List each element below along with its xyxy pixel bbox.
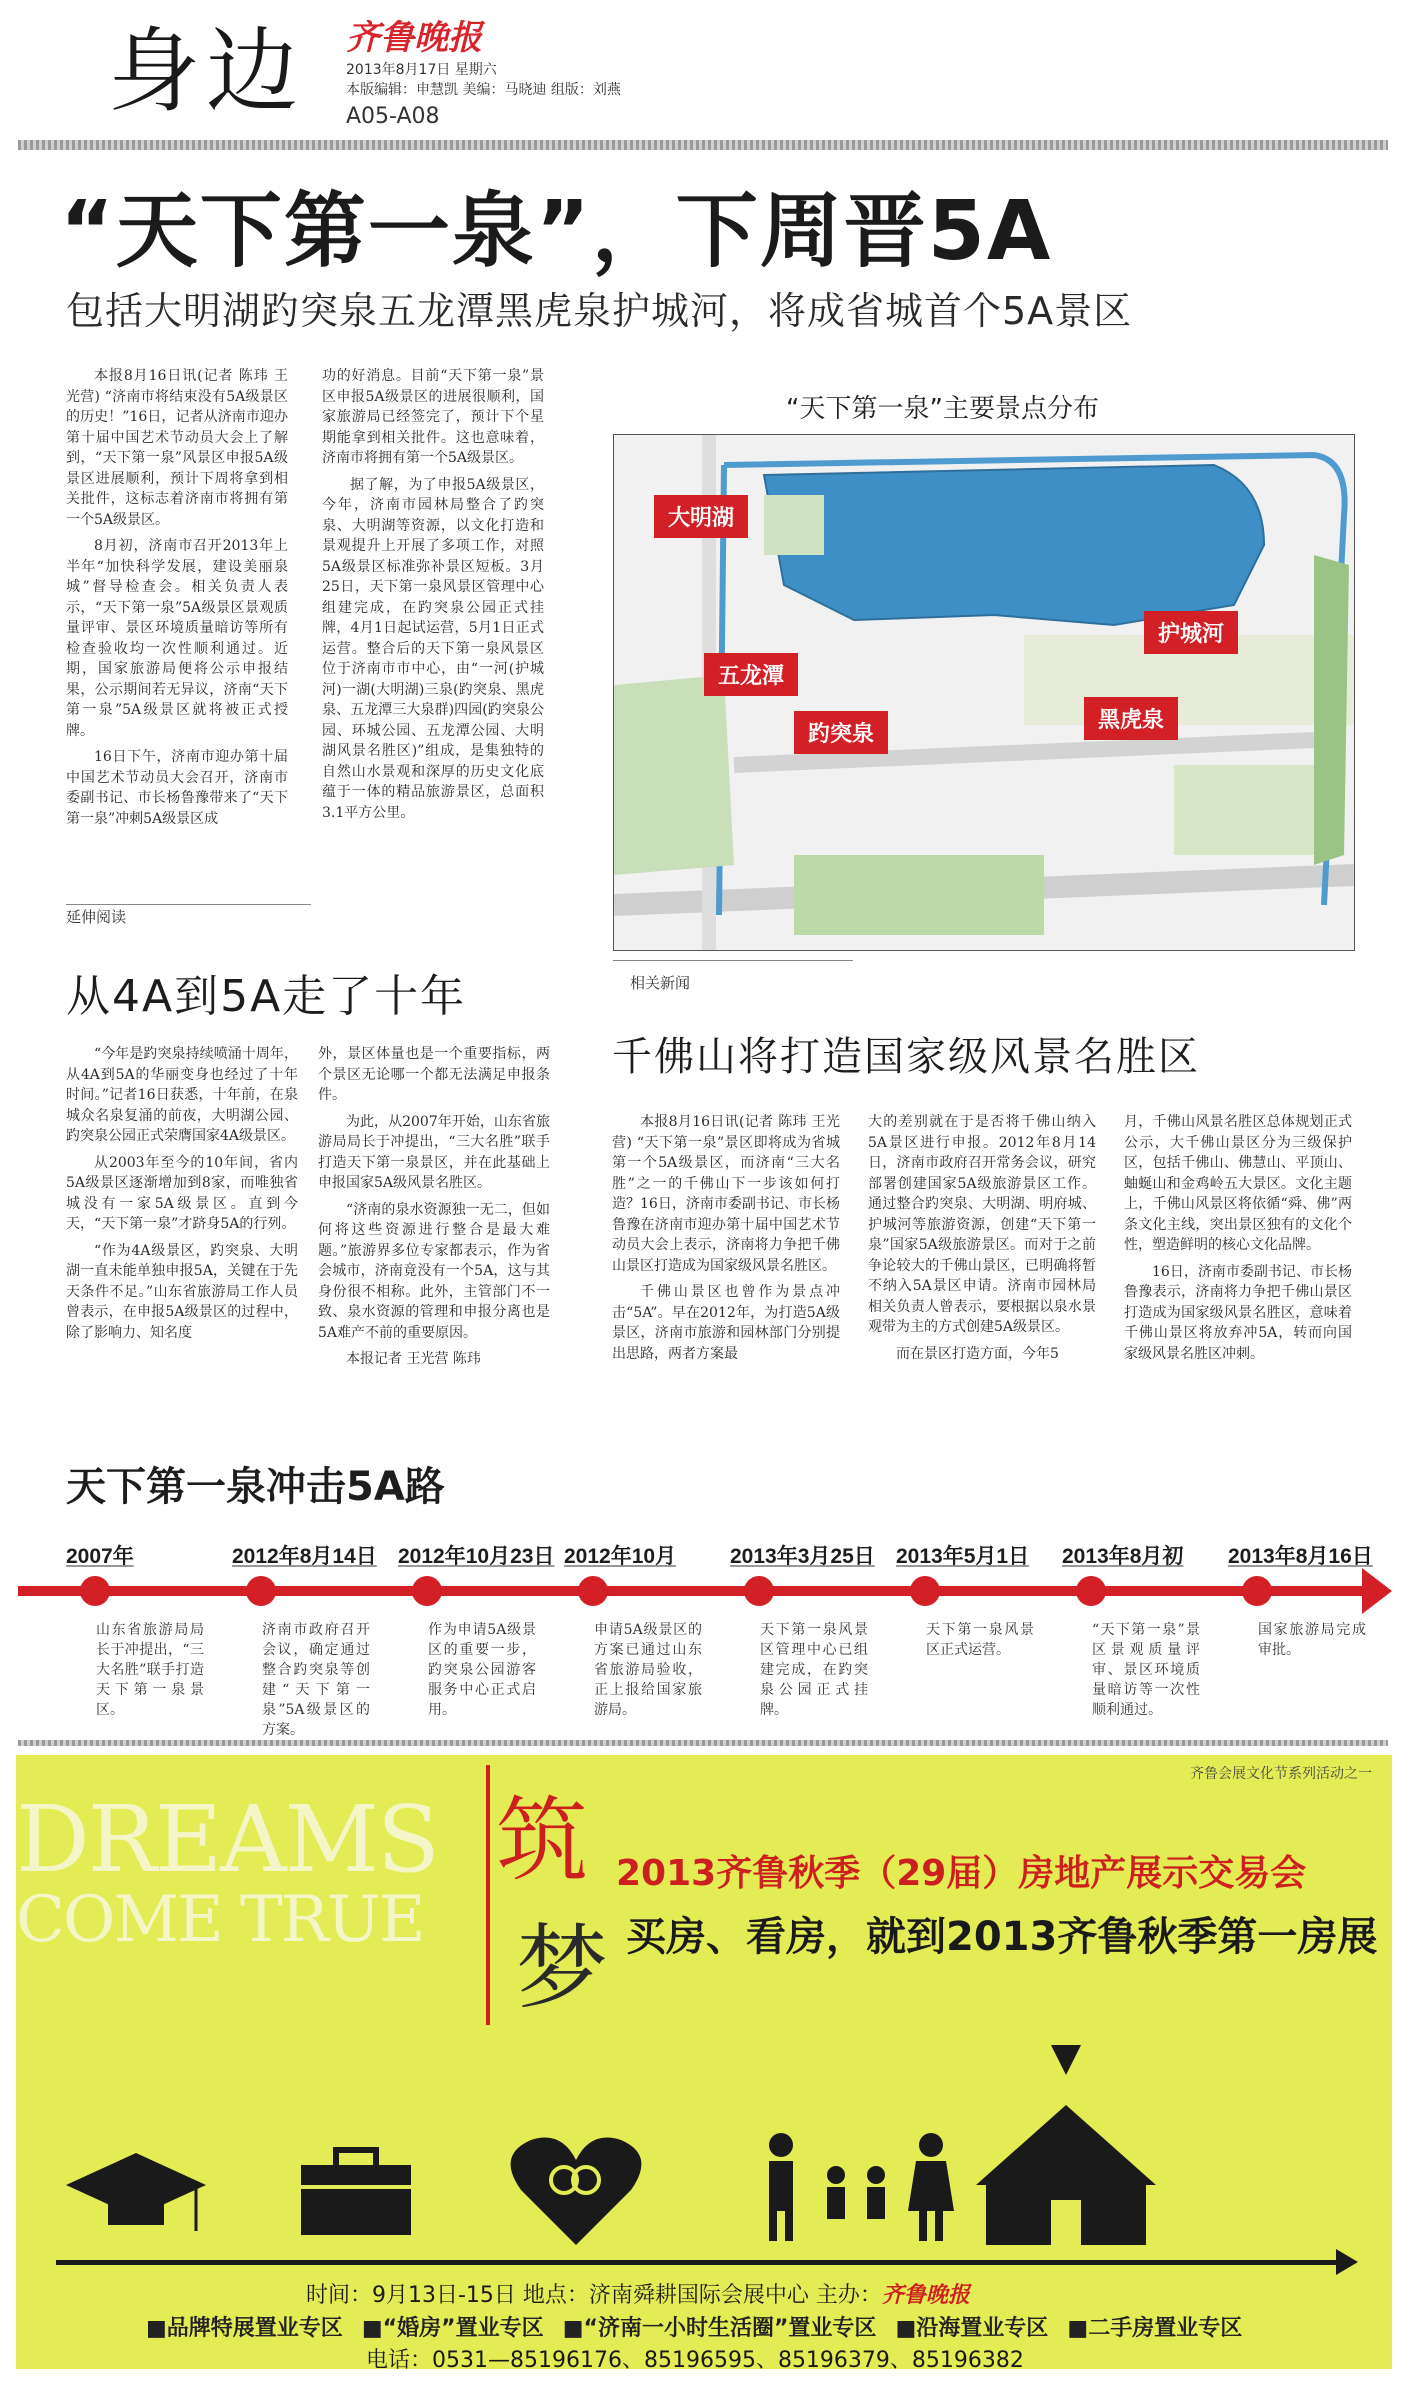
ad-zone-item: ■“婚房”置业专区: [361, 2316, 544, 2341]
paragraph: 8月初，济南市召开2013年上半年“加快科学发展，建设美丽泉城”督导检查会。相关负责人表示，“天下第一泉”5A级景区景观质量评审、景区环境质量暗访等所有检查验收均一次性顺利通过。近期，国家旅游局便将公示申报结果，公示期间若无异议，济南“天下第一泉”5A级景区就将被正式授牌。: [66, 538, 288, 739]
ad-red-divider: [486, 1765, 490, 2025]
timeline-event-text: 作为申请5A级景区的重要一步，趵突泉公园游客服务中心正式启用。: [428, 1622, 536, 1718]
page-range: A05-A08: [346, 104, 440, 129]
section-rule: [66, 904, 311, 905]
map-label-daminghu: 大明湖: [654, 495, 748, 538]
timeline-dot: [744, 1576, 774, 1606]
map-label-heihuquan: 黑虎泉: [1084, 697, 1178, 740]
map-title: “天下第一泉”主要景点分布: [786, 394, 1099, 424]
paragraph: 而在景区打造方面，今年5: [896, 1345, 1059, 1362]
timeline-date: 2012年10月23日: [398, 1545, 555, 1568]
related-col2: [868, 1112, 1096, 1370]
ad-info-line: [306, 2278, 970, 2309]
timeline-event-text: 山东省旅游局局长于冲提出，“三大名胜”联手打造天下第一泉景区。: [96, 1622, 204, 1718]
timeline-date: 2013年8月初: [1062, 1545, 1184, 1568]
ad-organizer-logo: 齐鲁晚报: [881, 2282, 970, 2308]
paragraph: “济南的泉水资源独一无二，但如何将这些资源进行整合是最大难题。”旅游界多位专家都表示，作为省会城市，济南竟没有一个5A，这与其身份很不相称。此外，主管部门不一致、泉水资源的管理和申报分离也是5A难产不前的重要原因。: [318, 1201, 550, 1341]
timeline-date: 2012年10月: [564, 1545, 677, 1568]
ad-char-meng: 梦: [516, 1915, 609, 2022]
header-divider: [18, 140, 1388, 150]
timeline-event-text: 济南市政府召开会议，确定通过整合趵突泉等创建“天下第一泉”5A级景区的方案。: [262, 1622, 370, 1738]
timeline-event-text: “天下第一泉”景区景观质量评审、景区环境质量暗访等一次性顺利通过。: [1092, 1622, 1200, 1718]
briefcase-icon: [301, 2150, 411, 2235]
issue-date: 2013年8月17日 星期六: [346, 62, 497, 78]
ad-icons-row: [36, 2005, 1366, 2245]
related-col3: [1124, 1112, 1352, 1370]
map-label-wulongtan: 五龙潭: [704, 653, 798, 696]
timeline-event-text: 天下第一泉风景区管理中心已组建完成，在趵突泉公园正式挂牌。: [760, 1622, 868, 1718]
editor-credits: 本版编辑：申慧凯 美编：马晓迪 组版：刘燕: [346, 82, 621, 98]
timeline-date: 2012年8月14日: [232, 1545, 377, 1568]
ad-timeline-axis: [56, 2260, 1346, 2265]
header-meta: [346, 60, 621, 100]
ad-zone-item: ■二手房置业专区: [1067, 2316, 1243, 2341]
ad-time-place: 时间：9月13日-15日 地点：济南舜耕国际会展中心 主办：: [306, 2283, 882, 2308]
related-title: 千佛山将打造国家级风景名胜区: [612, 1034, 1200, 1080]
timeline-date: 2013年3月25日: [730, 1545, 875, 1568]
section-title: 身边: [108, 18, 305, 125]
paragraph: 16日下午，济南市迎办第十届中国艺术节动员大会召开，济南市委副书记、市长杨鲁豫带来了“天下第一泉”冲刺5A级景区成: [66, 749, 288, 827]
paragraph: 功的好消息。目前“天下第一泉”景区申报5A级景区的进展很顺利，国家旅游局已经签完了，预计下个星期能拿到相关批件。这也意味着，济南市将拥有第一个5A级景区。: [322, 368, 544, 466]
graduation-cap-icon: [66, 2153, 206, 2231]
related-col1: [612, 1112, 840, 1370]
timeline-title: 天下第一泉冲击5A路: [66, 1464, 445, 1510]
ad-char-zhu: 筑: [496, 1787, 589, 1894]
main-headline: “天下第一泉”，下周晋5A: [60, 184, 1053, 279]
paragraph: “作为4A级景区，趵突泉、大明湖一直未能单独申报5A，关键在于先天条件不足。”山东省旅游局工作人员曾表示，在申报5A级景区的过程中，除了影响力、知名度: [66, 1242, 298, 1341]
timeline-date: 2013年8月16日: [1228, 1545, 1373, 1568]
extended-col2: [318, 1044, 550, 1376]
paragraph: 大的差别就在于是否将千佛山纳入5A景区进行申报。2012年8月14日，济南市政府召开常务会议，研究部署创建国家5A级旅游景区工作。通过整合趵突泉、大明湖、明府城、护城河等旅游资源，创建“天下第一泉”国家5A级旅游景区。而对于之前争论较大的千佛山景区，已明确将暂不纳入5A景区申请。济南市园林局相关负责人曾表示，要根据以泉水景观带为主的方式创建5A级景区。: [868, 1114, 1096, 1335]
ad-zone-item: ■品牌特展置业专区: [146, 2316, 343, 2341]
ad-divider: [18, 1740, 1388, 1746]
paragraph: 千佛山景区也曾作为景点冲击“5A”。早在2012年，为打造5A级景区，济南市旅游和园林部门分别提出思路，两者方案最: [612, 1284, 840, 1362]
main-article-col1: [66, 366, 288, 835]
scenic-map: [613, 434, 1355, 951]
timeline-date: 2013年5月1日: [896, 1545, 1030, 1568]
main-subhead: 包括大明湖趵突泉五龙潭黑虎泉护城河，将成省城首个5A景区: [66, 289, 1133, 333]
ad-series-note: 齐鲁会展文化节系列活动之一: [1190, 1766, 1372, 1782]
timeline-axis: [18, 1586, 1378, 1596]
paragraph: 本报8月16日讯(记者 陈玮 王光营) “济南市将结束没有5A级景区的历史！”16日，记者从济南市迎办第十届中国艺术节动员大会上了解到，“天下第一泉”风景区申报5A级景区进展顺利，预计下周将拿到相关批件，这标志着济南市将拥有第一个5A级景区。: [66, 368, 288, 528]
map-label-huchenghe: 护城河: [1144, 611, 1238, 654]
ad-zones: [146, 2311, 1256, 2342]
timeline-date: 2007年: [66, 1545, 134, 1568]
timeline-dot: [578, 1576, 608, 1606]
timeline-event-text: 天下第一泉风景区正式运营。: [926, 1622, 1034, 1658]
ad-dreams-line: COME TRUE: [16, 1883, 424, 1957]
housing-expo-ad: [16, 1755, 1392, 2369]
main-article-col2: [322, 366, 544, 829]
paragraph: 外，景区体量也是一个重要指标，两个景区无论哪一个都无法满足申报条件。: [318, 1046, 550, 1103]
related-news-tag: 相关新闻: [630, 974, 691, 992]
paragraph: 本报8月16日讯(记者 陈玮 王光营) “天下第一泉”景区即将成为省城第一个5A级景区，而济南“三大名胜”之一的千佛山下一步该如何打造？16日，济南市委副书记、市长杨鲁豫在济南市迎办第十届中国艺术节动员大会上表示，济南将力争把千佛山景区打造成为国家级风景名胜区。: [612, 1114, 840, 1274]
ad-dreams-text: [16, 1786, 438, 1957]
timeline-dot: [1076, 1576, 1106, 1606]
family-icon: [769, 2133, 954, 2241]
section-rule: [613, 960, 853, 961]
paragraph: 据了解，为了申报5A级景区，今年，济南市园林局整合了趵突泉、大明湖等资源，以文化打造和景观提升上开展了多项工作，对照5A级景区标准弥补景区短板。3月25日，天下第一泉风景区管理中心组建完成，在趵突泉公园正式挂牌，4月1日起试运营，5月1日正式运营。整合后的天下第一泉风景区位于济南市市中心，由“一河(护城河)一湖(大明湖)三泉(趵突泉、黑虎泉、五龙潭三大泉群)四园(趵突泉公园、环城公园、五龙潭公园、大明湖风景名胜区)”组成，是集独特的自然山水景观和深厚的历史文化底蕴于一体的精品旅游景区，总面积3.1平方公里。: [322, 476, 544, 821]
ad-zone-item: ■“济南一小时生活圈”置业专区: [562, 2316, 877, 2341]
heart-rings-icon: [511, 2138, 642, 2246]
ad-phone: 电话：0531—85196176、85196595、85196379、85196382: [366, 2348, 1024, 2369]
paragraph: 16日，济南市委副书记、市长杨鲁豫表示，济南将力争把千佛山景区打造成为国家级风景名胜区，意味着千佛山景区将放弃冲5A，转而向国家级风景名胜区冲刺。: [1124, 1263, 1352, 1362]
timeline-arrow-icon: [1362, 1568, 1392, 1614]
map-label-baotuquan: 趵突泉: [794, 711, 888, 754]
timeline-dot: [1242, 1576, 1272, 1606]
ad-zone-item: ■沿海置业专区: [895, 2316, 1049, 2341]
timeline-dot: [412, 1576, 442, 1606]
paragraph: 为此，从2007年开始，山东省旅游局局长于冲提出，“三大名胜”联手打造天下第一泉景区，并在此基础上申报国家5A级风景名胜区。: [318, 1113, 550, 1191]
ad-axis-arrow-icon: [1336, 2249, 1358, 2275]
ad-dreams-line: DREAMS: [16, 1786, 438, 1893]
timeline-dot: [246, 1576, 276, 1606]
newspaper-logo: 齐鲁晚报: [346, 18, 482, 58]
timeline-dot: [910, 1576, 940, 1606]
paragraph: “今年是趵突泉持续喷涌十周年，从4A到5A的华丽变身也经过了十年时间。”记者16日获悉，十年前，在泉城众名泉复涌的前夜，大明湖公园、趵突泉公园正式荣膺国家4A级景区。: [66, 1046, 298, 1144]
byline: 本报记者 王光营 陈玮: [346, 1351, 481, 1367]
extended-title: 从4A到5A走了十年: [66, 971, 467, 1022]
timeline-event-text: 申请5A级景区的方案已通过山东省旅游局验收，正上报给国家旅游局。: [594, 1622, 702, 1718]
expo-slogan: 买房、看房，就到2013齐鲁秋季第一房展: [626, 1914, 1378, 1960]
paragraph: 月，千佛山风景名胜区总体规划正式公示，大千佛山景区分为三级保护区，包括千佛山、佛慧山、平顶山、蚰蜒山和金鸡岭五大景区。文化主题上，千佛山风景区将依循“舜、佛”两条文化主线，突出景区独有的文化个性，塑造鲜明的核心文化品牌。: [1124, 1114, 1352, 1253]
expo-title: 2013齐鲁秋季（29届）房地产展示交易会: [616, 1853, 1307, 1894]
timeline-dot: [80, 1576, 110, 1606]
extended-col1: [66, 1044, 298, 1349]
house-icon: [976, 2045, 1156, 2245]
extended-reading-tag: 延伸阅读: [66, 908, 127, 926]
paragraph: 从2003年至今的10年间，省内5A级景区逐渐增加到8家，而唯独省城没有一家5A级景区。直到今天，“天下第一泉”才跻身5A的行列。: [66, 1154, 298, 1232]
timeline-event-text: 国家旅游局完成审批。: [1258, 1622, 1366, 1658]
